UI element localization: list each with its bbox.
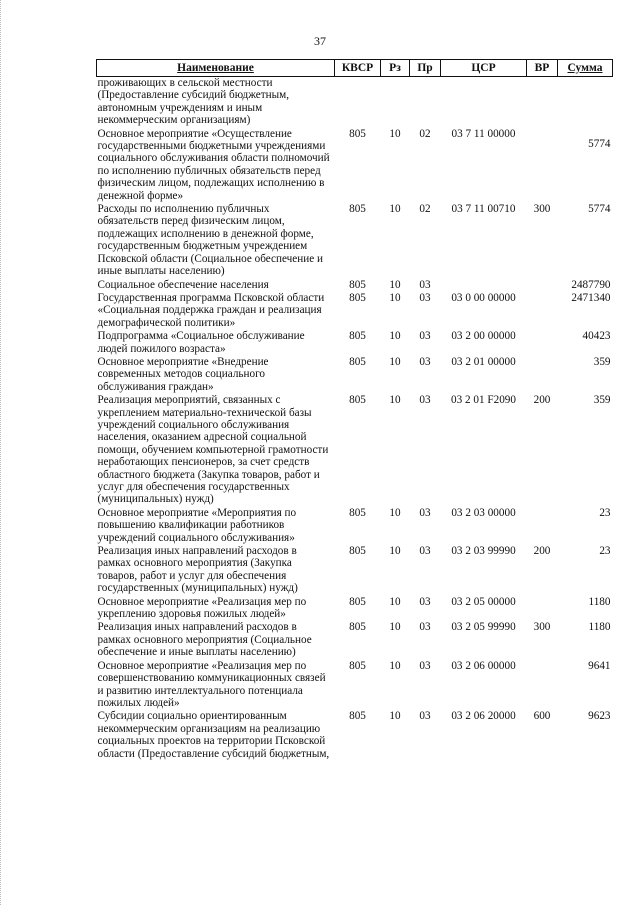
- cell-kvsr: [335, 77, 381, 128]
- cell-kvsr: 805: [349, 545, 366, 558]
- cell-sum: 1180: [588, 621, 611, 634]
- cell-name: Основное мероприятие «Реализация мер по совершенствованию коммуникационных связей и развитию интеллектуального потенциала пожилых людей»: [97, 659, 326, 709]
- cell-name: Расходы по исполнению публичных обязательств перед физическим лицом, подлежащих исполнению в денежной форме, государственным бюджетным учреждением Псковской области (Социальное обеспечение и иные выплаты населению): [97, 203, 323, 278]
- table-row: [97, 356, 613, 394]
- cell-name: Реализация иных направлений расходов в рамках основного мероприятия (Закупка товаров, работ и услуг для обеспечения государственных (муниципальных) нужд): [97, 545, 298, 595]
- table-row: [97, 203, 613, 278]
- cell-csr: 03 2 01 00000: [451, 355, 516, 368]
- cell-pr: 03: [419, 394, 431, 407]
- cell-csr: 03 7 11 00000: [451, 127, 516, 140]
- cell-vr: 200: [533, 394, 551, 407]
- cell-csr: 03 2 03 99990: [451, 545, 516, 558]
- cell-rz: [381, 77, 410, 128]
- cell-sum: 2487790: [571, 278, 611, 291]
- cell-sum: 23: [599, 506, 611, 519]
- cell-rz: 10: [389, 595, 401, 608]
- cell-sum: 9623: [588, 710, 611, 723]
- cell-name: Основное мероприятие «Осуществление государственными бюджетными учреждениями социального обслуживания области полномочий по исполнению публичных обязательств перед физическим лицом, подлежащих исполнению в денежной форме»: [97, 127, 330, 202]
- cell-kvsr: 805: [349, 659, 366, 672]
- cell-rz: 10: [389, 203, 401, 216]
- cell-vr: 300: [533, 203, 551, 216]
- cell-rz: 10: [389, 127, 401, 140]
- cell-kvsr: 805: [349, 203, 366, 216]
- column-header-csr: ЦСР: [441, 60, 527, 77]
- cell-csr: 03 2 06 20000: [451, 710, 516, 723]
- cell-name: Основное мероприятие «Мероприятия по повышению квалификации работников учреждений социального обслуживания»: [97, 506, 297, 544]
- cell-pr: 02: [419, 203, 431, 216]
- column-header-rz: Рз: [381, 60, 410, 77]
- column-header-kvsr: КВСР: [335, 60, 381, 77]
- cell-kvsr: 805: [349, 355, 366, 368]
- cell-kvsr: 805: [349, 394, 366, 407]
- cell-vr: [527, 279, 558, 292]
- cell-rz: 10: [389, 545, 401, 558]
- cell-kvsr: 805: [349, 278, 366, 291]
- cell-name: Основное мероприятие «Внедрение современных методов социального обслуживания граждан»: [97, 355, 269, 393]
- table-row: [97, 621, 613, 659]
- cell-kvsr: 805: [349, 330, 366, 343]
- cell-vr: 200: [533, 545, 551, 558]
- cell-name: Социальное обеспечение населения: [97, 278, 269, 291]
- cell-rz: 10: [389, 330, 401, 343]
- cell-csr: 03 2 06 00000: [451, 659, 516, 672]
- table-row: [97, 279, 613, 292]
- cell-csr: 03 2 05 00000: [451, 595, 516, 608]
- scan-edge: [0, 0, 4, 905]
- table-row: [97, 545, 613, 596]
- table-row: [97, 394, 613, 507]
- cell-rz: 10: [389, 621, 401, 634]
- cell-rz: 10: [389, 355, 401, 368]
- cell-kvsr: 805: [349, 621, 366, 634]
- cell-name: Основное мероприятие «Реализация мер по укреплению здоровья пожилых людей»: [97, 595, 307, 621]
- cell-sum: 359: [593, 394, 611, 407]
- table-row: [97, 292, 613, 330]
- cell-pr: [410, 77, 441, 128]
- cell-pr: 03: [419, 621, 431, 634]
- column-header-vr: ВР: [527, 60, 558, 77]
- cell-name: Субсидии социально ориентированным некоммерческим организациям на реализацию социальных проектов на территории Псковской области (Предоставление субсидий бюджетным,: [97, 710, 330, 760]
- cell-csr: 03 7 11 00710: [451, 203, 516, 216]
- cell-pr: 02: [419, 127, 431, 140]
- cell-sum: [558, 77, 613, 128]
- cell-name: Реализация иных направлений расходов в рамках основного мероприятия (Социальное обеспечение и иные выплаты населению): [97, 621, 312, 659]
- cell-pr: 03: [419, 710, 431, 723]
- cell-csr: 03 2 01 F2090: [451, 394, 516, 407]
- cell-pr: 03: [419, 278, 431, 291]
- cell-vr: [527, 596, 558, 622]
- column-header-sum: Сумма: [558, 60, 613, 77]
- cell-csr: [441, 279, 527, 292]
- cell-pr: 03: [419, 545, 431, 558]
- table-row: [97, 660, 613, 711]
- cell-vr: [527, 292, 558, 330]
- cell-vr: [527, 330, 558, 356]
- page-number: 37: [314, 34, 326, 48]
- cell-name: проживающих в сельской местности (Предоставление субсидий бюджетным, автономным учреждениям и иным некоммерческим организациям): [97, 77, 290, 127]
- cell-rz: 10: [389, 710, 401, 723]
- cell-rz: 10: [389, 394, 401, 407]
- cell-rz: 10: [389, 506, 401, 519]
- cell-kvsr: 805: [349, 595, 366, 608]
- cell-kvsr: 805: [349, 710, 366, 723]
- cell-vr: [527, 77, 558, 128]
- cell-pr: 03: [419, 506, 431, 519]
- cell-vr: [527, 128, 558, 203]
- cell-pr: 03: [419, 355, 431, 368]
- cell-kvsr: 805: [349, 506, 366, 519]
- cell-csr: 03 2 05 99990: [451, 621, 516, 634]
- cell-sum: 40423: [582, 330, 611, 343]
- table-header: [97, 60, 613, 77]
- table-row: [97, 596, 613, 622]
- cell-csr: 03 0 00 00000: [451, 291, 516, 304]
- cell-pr: 03: [419, 595, 431, 608]
- table-row: [97, 330, 613, 356]
- cell-sum: 5774: [588, 137, 611, 150]
- cell-pr: 03: [419, 330, 431, 343]
- cell-name: Реализация мероприятий, связанных с укреплением материально-технической базы учреждений социального обслуживания населения, оказанием адресной социальной помощи, обучением компьютерной грамотности неработающих пенсионеров, за счет средств областного бюджета (Закупка товаров, работ и услуг для обеспечения государственных (муниципальных) нужд): [97, 394, 329, 506]
- cell-csr: 03 2 00 00000: [451, 330, 516, 343]
- table-row: [97, 710, 613, 761]
- cell-rz: 10: [389, 291, 401, 304]
- cell-name: Подпрограмма «Социальное обслуживание людей пожилого возраста»: [97, 330, 305, 355]
- column-header-name: Наименование: [97, 60, 335, 77]
- column-header-pr: Пр: [410, 60, 441, 77]
- budget-table: [96, 59, 613, 761]
- cell-rz: 10: [389, 278, 401, 291]
- cell-vr: [527, 356, 558, 394]
- table-row: [97, 77, 613, 128]
- cell-vr: 300: [533, 621, 551, 634]
- cell-sum: 2471340: [571, 291, 611, 304]
- cell-name: Государственная программа Псковской области «Социальная поддержка граждан и реализация демографической политики»: [97, 291, 325, 329]
- table-row: [97, 128, 613, 203]
- cell-pr: 03: [419, 659, 431, 672]
- cell-csr: 03 2 03 00000: [451, 506, 516, 519]
- cell-rz: 10: [389, 659, 401, 672]
- cell-sum: 359: [593, 355, 611, 368]
- table-row: [97, 507, 613, 545]
- cell-sum: 23: [599, 545, 611, 558]
- cell-sum: 1180: [588, 595, 611, 608]
- cell-pr: 03: [419, 291, 431, 304]
- cell-kvsr: 805: [349, 127, 366, 140]
- cell-sum: 5774: [588, 203, 611, 216]
- cell-vr: [527, 660, 558, 711]
- cell-csr: [441, 77, 527, 128]
- cell-vr: [527, 507, 558, 545]
- cell-kvsr: 805: [349, 291, 366, 304]
- cell-vr: 600: [533, 710, 551, 723]
- cell-sum: 9641: [588, 659, 611, 672]
